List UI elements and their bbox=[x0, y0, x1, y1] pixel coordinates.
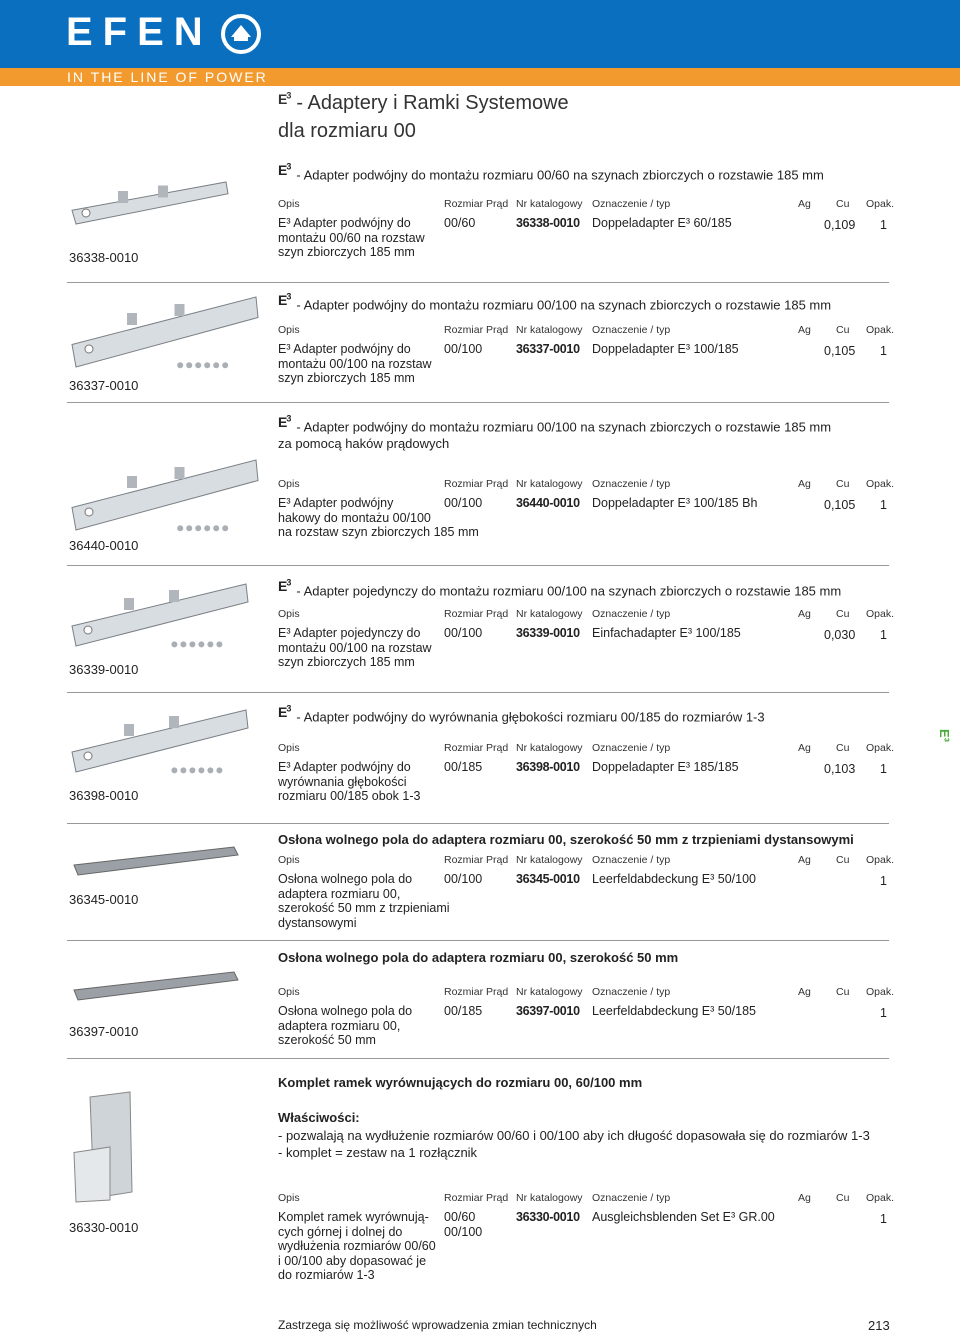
footer-note: Zastrzega się możliwość wprowadzenia zmian technicznych bbox=[278, 1318, 597, 1332]
product-image bbox=[70, 968, 240, 1013]
opis-line: adaptera rozmiaru 00, bbox=[278, 1018, 401, 1033]
cell-catalog-number: 36397-0010 bbox=[516, 1004, 580, 1018]
product-code: 36440-0010 bbox=[69, 538, 139, 553]
opis-line: montażu 00/60 na rozstaw bbox=[278, 230, 425, 245]
column-header-oznaczenie: Oznaczenie / typ bbox=[592, 478, 671, 490]
column-header-opis: Opis bbox=[278, 198, 300, 210]
cell-catalog-number: 36338-0010 bbox=[516, 216, 580, 230]
cell-opis bbox=[278, 1004, 412, 1048]
column-header-rozmiar: Rozmiar bbox=[444, 608, 484, 620]
column-header-ag: Ag bbox=[798, 986, 811, 998]
product-code: 36398-0010 bbox=[69, 788, 139, 803]
opis-line: E³ Adapter podwójny do bbox=[278, 216, 411, 230]
cell-rozmiar: 00/100 bbox=[444, 626, 483, 640]
column-header-rozmiar: Rozmiar bbox=[444, 854, 484, 866]
column-header-opis: Opis bbox=[278, 742, 300, 754]
svg-text:E³: E³ bbox=[937, 729, 952, 742]
e3-mark: E3 bbox=[278, 90, 291, 107]
column-header-opis: Opis bbox=[278, 608, 300, 620]
column-header-opak: Opak. bbox=[866, 854, 895, 866]
column-header-cu: Cu bbox=[836, 608, 850, 620]
column-header-prad: Prąd bbox=[486, 1192, 509, 1204]
column-header-oznaczenie: Oznaczenie / typ bbox=[592, 608, 671, 620]
opis-line: E³ Adapter podwójny bbox=[278, 496, 394, 510]
column-header-prad: Prąd bbox=[486, 608, 509, 620]
property-item: - pozwalają na wydłużenie rozmiarów 00/60 i 00/100 aby ich długość dopasowała się do rozmiarów 1-3 bbox=[278, 1128, 870, 1143]
column-header-prad: Prąd bbox=[486, 478, 509, 490]
cell-cu: 0,030 bbox=[824, 628, 856, 642]
cell-opak: 1 bbox=[880, 628, 887, 642]
column-header-opis: Opis bbox=[278, 854, 300, 866]
cell-opak: 1 bbox=[880, 1006, 887, 1020]
e3-mark: $E^3$ bbox=[278, 161, 291, 178]
cell-cu: 0,105 bbox=[824, 344, 856, 358]
cell-catalog-number: 36330-0010 bbox=[516, 1210, 580, 1224]
opis-line: szerokość 50 mm bbox=[278, 1033, 376, 1047]
column-header-rozmiar: Rozmiar bbox=[444, 1192, 484, 1204]
opis-line: do rozmiarów 1-3 bbox=[278, 1268, 375, 1282]
opis-line: na rozstaw szyn zbiorczych 185 mm bbox=[278, 525, 479, 539]
column-header-prad: Prąd bbox=[486, 854, 509, 866]
cell-opis bbox=[278, 626, 432, 670]
column-header-cu: Cu bbox=[836, 742, 850, 754]
product-image bbox=[70, 180, 230, 240]
cell-catalog-number: 36345-0010 bbox=[516, 872, 580, 886]
page-subtitle: dla rozmiaru 00 bbox=[278, 120, 416, 142]
cell-rozmiar: 00/100 bbox=[444, 872, 483, 886]
cell-opak: 1 bbox=[880, 344, 887, 358]
column-header-oznaczenie: Oznaczenie / typ bbox=[592, 198, 671, 210]
cell-rozmiar: 00/100 bbox=[444, 496, 483, 510]
opis-line: adaptera rozmiaru 00, bbox=[278, 886, 401, 901]
column-header-oznaczenie: Oznaczenie / typ bbox=[592, 742, 671, 754]
section-title-text: - Adapter podwójny do wyrównania głębokości rozmiaru 00/185 do rozmiarów 1-3 bbox=[296, 709, 765, 725]
column-header-nr: Nr katalogowy bbox=[516, 198, 583, 210]
section-divider bbox=[67, 940, 889, 941]
cell-opak: 1 bbox=[880, 1212, 887, 1226]
opis-line: szyn zbiorczych 185 mm bbox=[278, 371, 415, 385]
cell-cu: 0,109 bbox=[824, 218, 856, 232]
product-code: 36330-0010 bbox=[69, 1220, 139, 1235]
cell-rozmiar: 00/185 bbox=[444, 1004, 483, 1018]
product-image bbox=[70, 295, 260, 390]
column-header-nr: Nr katalogowy bbox=[516, 324, 583, 336]
cell-rozmiar: 00/60 bbox=[444, 1210, 476, 1224]
section-title bbox=[278, 413, 832, 435]
cell-designation: Ausgleichsblenden Set E³ GR.00 bbox=[592, 1210, 775, 1224]
opis-line: Osłona wolnego pola do bbox=[278, 1004, 413, 1018]
product-code: 36338-0010 bbox=[69, 250, 139, 265]
column-header-opak: Opak. bbox=[866, 742, 895, 754]
product-code: 36397-0010 bbox=[69, 1024, 139, 1039]
column-header-opis: Opis bbox=[278, 478, 300, 490]
opis-line: dystansowymi bbox=[278, 915, 357, 930]
side-tab-e3 bbox=[928, 727, 952, 751]
properties-heading: Właściwości: bbox=[278, 1110, 360, 1125]
cell-opak: 1 bbox=[880, 218, 887, 232]
opis-line: szerokość 50 mm z trzpieniami bbox=[278, 901, 450, 915]
opis-line: Komplet ramek wyrównują- bbox=[278, 1210, 429, 1224]
section-divider bbox=[67, 282, 889, 283]
column-header-nr: Nr katalogowy bbox=[516, 608, 583, 620]
section-title bbox=[278, 1075, 642, 1090]
opis-line: wyrównania głębokości bbox=[278, 774, 407, 789]
column-header-prad: Prąd bbox=[486, 742, 509, 754]
column-header-rozmiar: Rozmiar bbox=[444, 324, 484, 336]
product-code: 36337-0010 bbox=[69, 378, 139, 393]
cell-opis bbox=[278, 216, 425, 260]
brand-header bbox=[0, 0, 960, 68]
column-header-ag: Ag bbox=[798, 608, 811, 620]
e3-mark: $E^3$ bbox=[278, 577, 291, 594]
brand-logo-icon bbox=[220, 13, 262, 55]
section-divider bbox=[67, 402, 889, 403]
property-item: - komplet = zestaw na 1 rozłącznik bbox=[278, 1145, 478, 1160]
cell-opis bbox=[278, 342, 432, 386]
section-title bbox=[278, 161, 824, 183]
cell-designation: Leerfeldabdeckung E³ 50/185 bbox=[592, 1004, 757, 1018]
cell-opak: 1 bbox=[880, 874, 887, 888]
opis-line: E³ Adapter pojedynczy do bbox=[278, 626, 421, 640]
column-header-opis: Opis bbox=[278, 1192, 300, 1204]
product-code: 36339-0010 bbox=[69, 662, 139, 677]
cell-opis bbox=[278, 872, 450, 930]
column-header-ag: Ag bbox=[798, 198, 811, 210]
cell-opis bbox=[278, 1210, 436, 1283]
cell-designation: Doppeladapter E³ 100/185 Bh bbox=[592, 496, 758, 510]
opis-line: hakowy do montażu 00/100 bbox=[278, 510, 431, 525]
opis-line: E³ Adapter podwójny do bbox=[278, 342, 411, 356]
column-header-opak: Opak. bbox=[866, 478, 895, 490]
section-title-text: - Adapter pojedynczy do montażu rozmiaru 00/100 na szynach zbiorczych o rozstawie 185 mm bbox=[296, 583, 842, 599]
column-header-oznaczenie: Oznaczenie / typ bbox=[592, 986, 671, 998]
column-header-oznaczenie: Oznaczenie / typ bbox=[592, 854, 671, 866]
e3-mark: $E^3$ bbox=[278, 413, 291, 430]
cell-opis bbox=[278, 760, 420, 804]
column-header-opis: Opis bbox=[278, 324, 300, 336]
section-title-line2: za pomocą haków prądowych bbox=[278, 436, 450, 451]
column-header-ag: Ag bbox=[798, 324, 811, 336]
column-header-cu: Cu bbox=[836, 324, 850, 336]
column-header-opak: Opak. bbox=[866, 324, 895, 336]
cell-designation: Einfachadapter E³ 100/185 bbox=[592, 626, 741, 640]
column-header-rozmiar: Rozmiar bbox=[444, 198, 484, 210]
cell-opak: 1 bbox=[880, 762, 887, 776]
column-header-ag: Ag bbox=[798, 478, 811, 490]
column-header-oznaczenie: Oznaczenie / typ bbox=[592, 1192, 671, 1204]
tagline: IN THE LINE OF POWER bbox=[67, 69, 268, 85]
column-header-nr: Nr katalogowy bbox=[516, 986, 583, 998]
cell-rozmiar: 00/60 bbox=[444, 216, 476, 230]
cell-designation: Doppeladapter E³ 100/185 bbox=[592, 342, 739, 356]
column-header-rozmiar: Rozmiar bbox=[444, 742, 484, 754]
opis-line: Osłona wolnego pola do bbox=[278, 872, 413, 886]
cell-catalog-number: 36440-0010 bbox=[516, 496, 580, 510]
column-header-oznaczenie: Oznaczenie / typ bbox=[592, 324, 671, 336]
section-title bbox=[278, 950, 678, 965]
opis-line: szyn zbiorczych 185 mm bbox=[278, 245, 415, 259]
column-header-rozmiar: Rozmiar bbox=[444, 478, 484, 490]
cell-designation: Leerfeldabdeckung E³ 50/100 bbox=[592, 872, 757, 886]
section-divider bbox=[67, 692, 889, 693]
column-header-prad: Prąd bbox=[486, 986, 509, 998]
page-title: $^{E^3}$ - Adaptery i Ramki Systemowe bbox=[278, 90, 569, 114]
cell-cu: 0,105 bbox=[824, 498, 856, 512]
e3-mark: $E^3$ bbox=[278, 703, 291, 720]
opis-line: i 00/100 aby dopasować je bbox=[278, 1253, 427, 1268]
cell-cu: 0,103 bbox=[824, 762, 856, 776]
column-header-cu: Cu bbox=[836, 1192, 850, 1204]
tagline-bar bbox=[0, 68, 960, 86]
product-image bbox=[70, 1092, 160, 1207]
page-number: 213 bbox=[868, 1318, 890, 1333]
column-header-opak: Opak. bbox=[866, 198, 895, 210]
section-title-text: Osłona wolnego pola do adaptera rozmiaru 00, szerokość 50 mm bbox=[278, 950, 679, 965]
section-title-text: Komplet ramek wyrównujących do rozmiaru 00, 60/100 mm bbox=[278, 1075, 643, 1090]
cell-rozmiar: 00/185 bbox=[444, 760, 483, 774]
cell-catalog-number: 36337-0010 bbox=[516, 342, 580, 356]
cell-catalog-number: 36339-0010 bbox=[516, 626, 580, 640]
product-image bbox=[70, 582, 250, 667]
column-header-prad: Prąd bbox=[486, 324, 509, 336]
column-header-nr: Nr katalogowy bbox=[516, 1192, 583, 1204]
section-title-text: Osłona wolnego pola do adaptera rozmiaru 00, szerokość 50 mm z trzpieniami dystansowymi bbox=[278, 832, 854, 847]
column-header-ag: Ag bbox=[798, 1192, 811, 1204]
cell-rozmiar: 00/100 bbox=[444, 342, 483, 356]
section-divider bbox=[67, 823, 889, 824]
opis-line: szyn zbiorczych 185 mm bbox=[278, 655, 415, 669]
e3-mark: $E^3$ bbox=[278, 291, 291, 308]
section-title bbox=[278, 832, 854, 847]
section-divider bbox=[67, 565, 889, 566]
opis-line: montażu 00/100 na rozstaw bbox=[278, 356, 432, 371]
section-title-text: - Adapter podwójny do montażu rozmiaru 00/100 na szynach zbiorczych o rozstawie 185 mm bbox=[296, 297, 832, 313]
cell-designation: Doppeladapter E³ 185/185 bbox=[592, 760, 739, 774]
opis-line: cych górnej i dolnej do bbox=[278, 1224, 403, 1239]
column-header-prad: Prąd bbox=[486, 198, 509, 210]
column-header-ag: Ag bbox=[798, 742, 811, 754]
column-header-cu: Cu bbox=[836, 986, 850, 998]
column-header-opis: Opis bbox=[278, 986, 300, 998]
product-image bbox=[70, 708, 250, 793]
column-header-rozmiar: Rozmiar bbox=[444, 986, 484, 998]
column-header-nr: Nr katalogowy bbox=[516, 478, 583, 490]
column-header-cu: Cu bbox=[836, 478, 850, 490]
section-title-text: - Adapter podwójny do montażu rozmiaru 00/100 na szynach zbiorczych o rozstawie 185 mm bbox=[296, 419, 832, 435]
cell-opak: 1 bbox=[880, 498, 887, 512]
column-header-ag: Ag bbox=[798, 854, 811, 866]
column-header-opak: Opak. bbox=[866, 1192, 895, 1204]
section-divider bbox=[67, 1058, 889, 1059]
section-title bbox=[278, 703, 765, 725]
product-image bbox=[70, 843, 240, 888]
section-title-text: - Adapter podwójny do montażu rozmiaru 00/60 na szynach zbiorczych o rozstawie 185 mm bbox=[296, 167, 824, 183]
cell-designation: Doppeladapter E³ 60/185 bbox=[592, 216, 732, 230]
column-header-opak: Opak. bbox=[866, 608, 895, 620]
column-header-nr: Nr katalogowy bbox=[516, 854, 583, 866]
column-header-nr: Nr katalogowy bbox=[516, 742, 583, 754]
opis-line: rozmiaru 00/185 obok 1-3 bbox=[278, 789, 421, 803]
opis-line: wydłużenia rozmiarów 00/60 bbox=[278, 1239, 436, 1253]
brand-logo-text: EFEN bbox=[66, 10, 213, 54]
cell-catalog-number: 36398-0010 bbox=[516, 760, 580, 774]
section-title bbox=[278, 291, 832, 313]
section-title bbox=[278, 577, 842, 599]
column-header-cu: Cu bbox=[836, 198, 850, 210]
cell-rozmiar-2: 00/100 bbox=[444, 1225, 483, 1239]
product-code: 36345-0010 bbox=[69, 892, 139, 907]
column-header-cu: Cu bbox=[836, 854, 850, 866]
column-header-opak: Opak. bbox=[866, 986, 895, 998]
opis-line: montażu 00/100 na rozstaw bbox=[278, 640, 432, 655]
opis-line: E³ Adapter podwójny do bbox=[278, 760, 411, 774]
